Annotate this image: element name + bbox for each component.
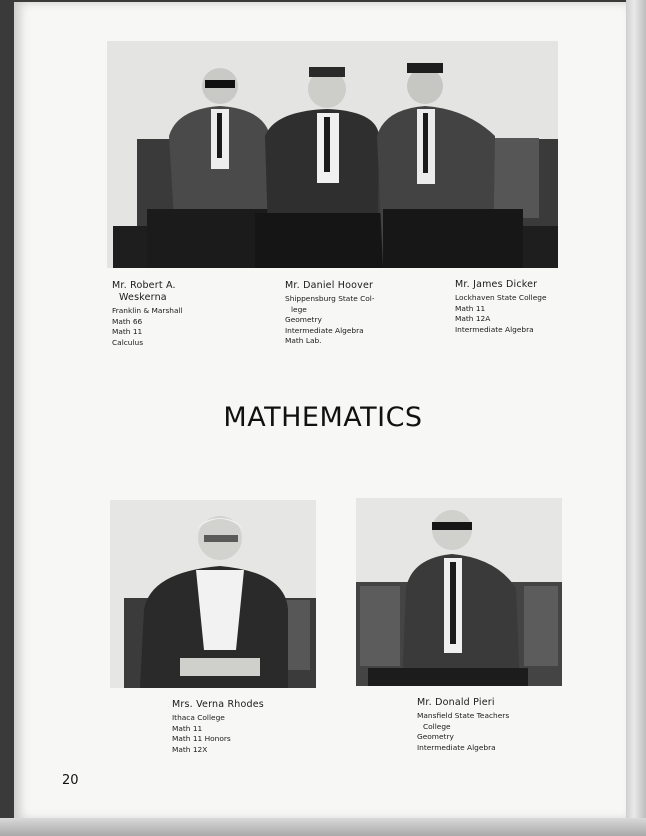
teacher-caption: [112, 280, 183, 348]
teacher-detail: Lockhaven State College: [455, 293, 547, 302]
teacher-detail: Math 12X: [172, 744, 208, 754]
teacher-name: [112, 280, 183, 304]
teacher-detail: Shippensburg State Col-: [285, 294, 375, 303]
teacher-name-line: Mrs. Verna Rhodes: [172, 699, 264, 710]
teacher-name-line: Mr. James Dicker: [455, 279, 538, 290]
teacher-detail: Mansfield State Teachers: [417, 711, 510, 720]
teacher-name: [172, 699, 264, 711]
teacher-detail: Intermediate Algebra: [455, 324, 534, 334]
teacher-detail: Math 11 Honors: [172, 734, 231, 744]
teacher-detail: Math 66: [112, 316, 143, 326]
page-edge-bottom: [0, 818, 646, 836]
teacher-caption: [285, 280, 375, 347]
portrait-photo-image: [356, 498, 562, 686]
portrait-photo: [110, 500, 316, 688]
teacher-caption: [417, 697, 509, 753]
teacher-caption: [455, 279, 547, 335]
teacher-detail: Math 12A: [455, 314, 491, 324]
teacher-name: [285, 280, 375, 292]
teacher-detail: Math 11: [172, 723, 203, 733]
portrait-photo: [356, 498, 562, 686]
teacher-detail: Geometry: [417, 732, 454, 742]
group-photo: [107, 41, 558, 268]
teacher-name-line: Weskerna: [119, 292, 167, 303]
portrait-photo-image: [110, 500, 316, 688]
teacher-name-line: Mr. Robert A.: [112, 280, 176, 291]
group-photo-image: [107, 41, 558, 268]
teacher-detail: Math 11: [112, 327, 143, 337]
teacher-detail: Math Lab.: [285, 336, 322, 346]
teacher-detail: Geometry: [285, 315, 322, 325]
teacher-detail: Math 11: [455, 303, 486, 313]
teacher-detail: Intermediate Algebra: [417, 742, 496, 752]
teacher-detail: Calculus: [112, 337, 144, 347]
teacher-detail: Intermediate Algebra: [285, 325, 364, 335]
teacher-name: [455, 279, 547, 291]
page-number: 20: [62, 773, 79, 788]
teacher-detail: College: [423, 721, 451, 731]
teacher-name: [417, 697, 509, 709]
teacher-detail: Franklin & Marshall: [112, 306, 183, 315]
page-title: MATHEMATICS: [223, 402, 423, 433]
teacher-name-line: Mr. Donald Pieri: [417, 697, 495, 708]
teacher-name-line: Mr. Daniel Hoover: [285, 280, 374, 291]
teacher-caption: [172, 699, 264, 755]
teacher-detail: lege: [291, 304, 307, 314]
teacher-detail: Ithaca College: [172, 713, 225, 722]
